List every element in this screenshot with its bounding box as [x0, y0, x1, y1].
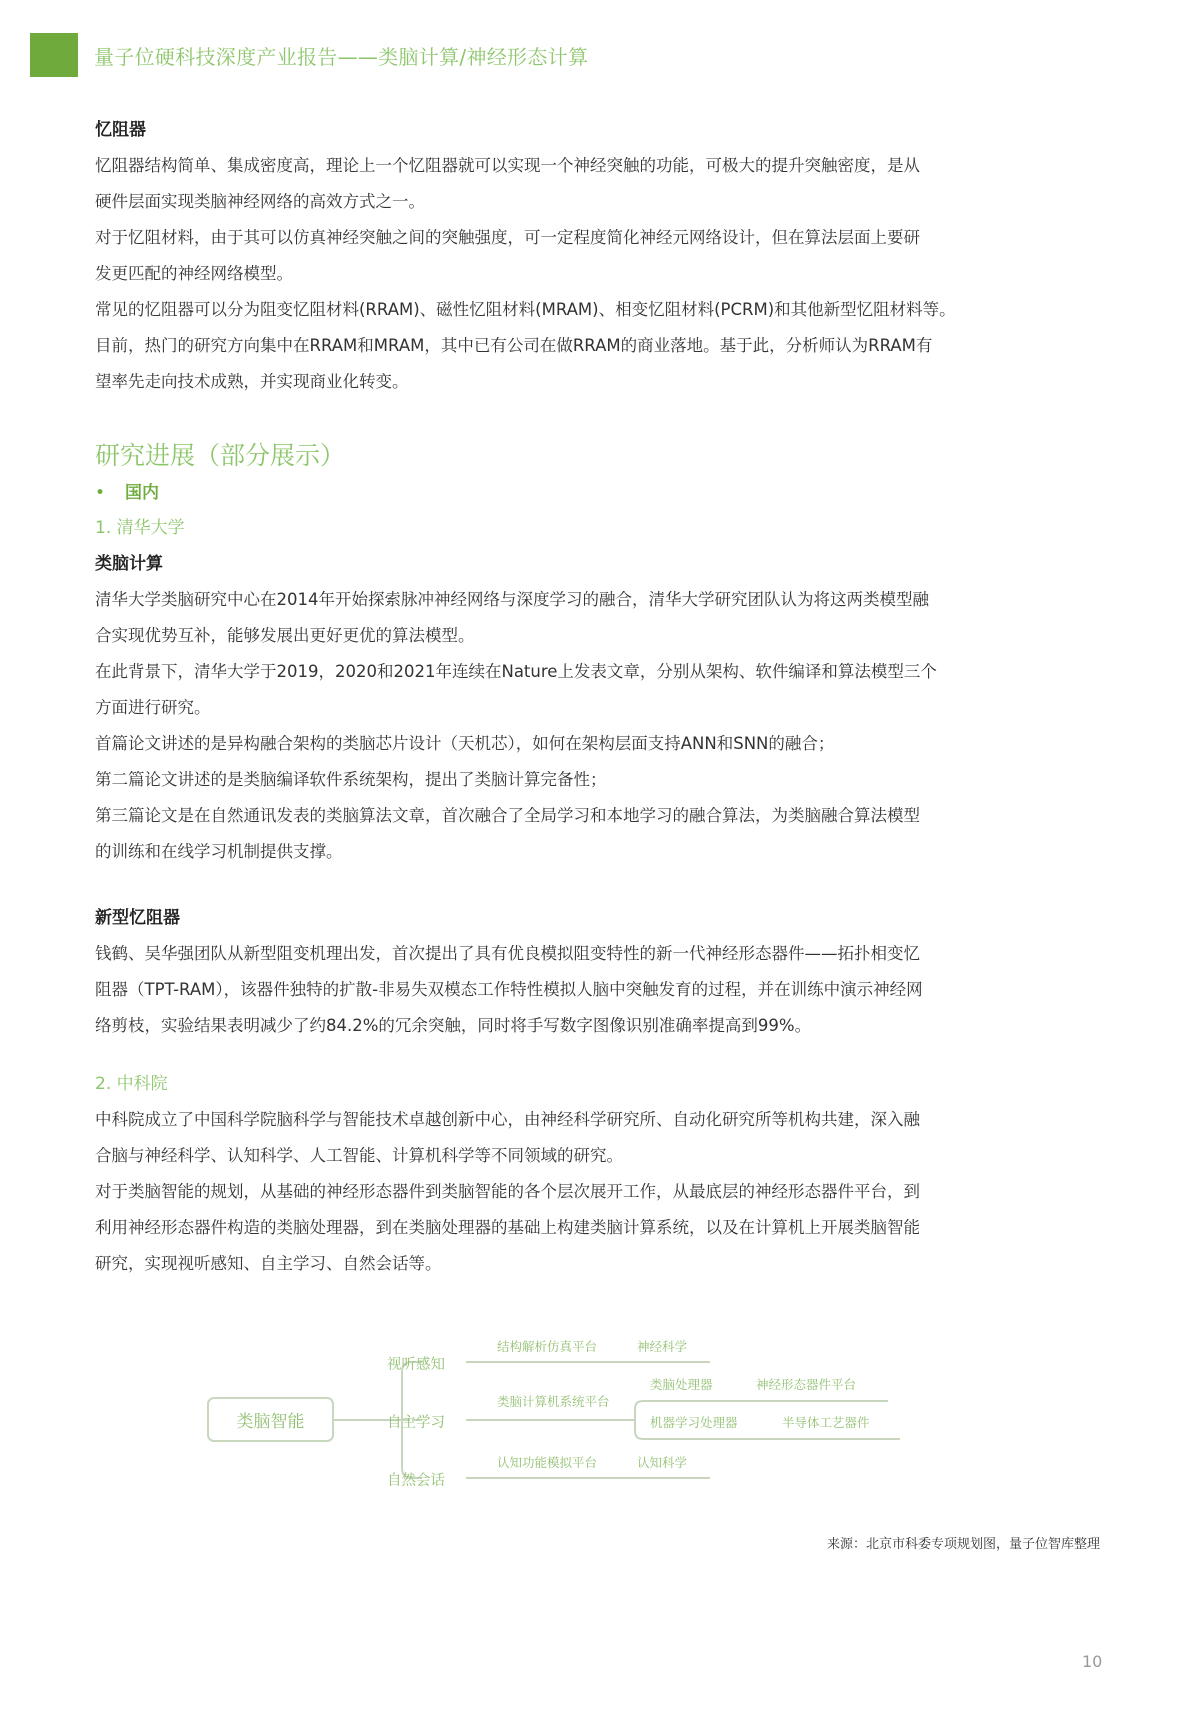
paragraph-line: 研究，实现视听感知、自主学习、自然会话等。 [95, 1254, 442, 1273]
paragraph-line: 的训练和在线学习机制提供支撑。 [95, 842, 343, 861]
memristor-heading: 忆阻器 [95, 120, 146, 140]
paragraph-line: 络剪枝，实验结果表明减少了约84.2%的冗余突触，同时将手写数字图像识别准确率提高到99%。 [95, 1016, 812, 1035]
diagram-root-node: 类脑智能 [207, 1397, 334, 1442]
paragraph-line: 中科院成立了中国科学院脑科学与智能技术卓越创新中心，由神经科学研究所、自动化研究所等机构共建，深入融 [95, 1110, 920, 1129]
sub-brain-processor: 类脑处理器 [650, 1377, 713, 1392]
leaf-neuromorphic-platform: 神经形态器件平台 [756, 1377, 857, 1392]
memristor-body [95, 148, 1115, 400]
paragraph-line: 对于忆阻材料，由于其可以仿真神经突触之间的突触强度，可一定程度简化神经元网络设计，但在算法层面上要研 [95, 228, 920, 247]
new-memristor-heading: 新型忆阻器 [95, 908, 180, 928]
branch-natural-dialogue: 自然会话 [387, 1473, 445, 1489]
paragraph-line: 合实现优势互补，能够发展出更好更优的算法模型。 [95, 626, 475, 645]
domestic-label: 国内 [125, 483, 159, 503]
paragraph-line: 第二篇论文讲述的是类脑编译软件系统架构，提出了类脑计算完备性； [95, 770, 607, 789]
branch-autonomous-learning: 自主学习 [387, 1415, 445, 1431]
cas-heading: 2. 中科院 [95, 1074, 168, 1094]
sub-ml-processor: 机器学习处理器 [650, 1415, 738, 1430]
paragraph-line: 首篇论文讲述的是异构融合架构的类脑芯片设计（天机芯），如何在架构层面支持ANN和SNN的融合； [95, 734, 835, 753]
platform-brain-computer-system: 类脑计算机系统平台 [497, 1394, 610, 1409]
paragraph-line: 阻器（TPT-RAM），该器件独特的扩散-非易失双模态工作特性模拟人脑中突触发育的过程，并在训练中演示神经网 [95, 980, 923, 999]
paragraph-line: 对于类脑智能的规划，从基础的神经形态器件到类脑智能的各个层次展开工作，从最底层的神经形态器件平台，到 [95, 1182, 920, 1201]
platform-cognitive-simulation: 认知功能模拟平台 [497, 1455, 598, 1470]
paragraph-line: 硬件层面实现类脑神经网络的高效方式之一。 [95, 192, 425, 211]
brain-intelligence-diagram [190, 1325, 990, 1500]
leaf-cognitive-science: 认知科学 [637, 1455, 688, 1470]
domestic-bullet [95, 476, 1115, 510]
header-accent-square [30, 33, 78, 77]
leaf-semiconductor-devices: 半导体工艺器件 [782, 1415, 870, 1430]
figure-source-note: 来源：北京市科委专项规划图，量子位智库整理 [826, 1537, 1100, 1552]
brain-computing-body [95, 582, 1115, 870]
paragraph-line: 第三篇论文是在自然通讯发表的类脑算法文章，首次融合了全局学习和本地学习的融合算法，为类脑融合算法模型 [95, 806, 920, 825]
branch-audiovisual: 视听感知 [387, 1357, 445, 1373]
paragraph-line: 利用神经形态器件构造的类脑处理器，到在类脑处理器的基础上构建类脑计算系统，以及在计算机上开展类脑智能 [95, 1218, 920, 1237]
paragraph-line: 忆阻器结构简单、集成密度高，理论上一个忆阻器就可以实现一个神经突触的功能，可极大的提升突触密度，是从 [95, 156, 920, 175]
paragraph-line: 方面进行研究。 [95, 698, 211, 717]
bullet-dot-icon: • [95, 483, 106, 503]
page-content [95, 112, 1115, 1282]
tsinghua-heading: 1. 清华大学 [95, 518, 185, 538]
paragraph-line: 目前，热门的研究方向集中在RRAM和MRAM，其中已有公司在做RRAM的商业落地。基于此，分析师认为RRAM有 [95, 336, 933, 355]
page-number: 10 [1082, 1652, 1103, 1671]
brain-computing-heading: 类脑计算 [95, 554, 163, 574]
paragraph-line: 常见的忆阻器可以分为阻变忆阻材料(RRAM)、磁性忆阻材料(MRAM)、相变忆阻材料(PCRM)和其他新型忆阻材料等。 [95, 300, 956, 319]
leaf-neuroscience: 神经科学 [637, 1339, 688, 1354]
paragraph-line: 钱鹤、吴华强团队从新型阻变机理出发，首次提出了具有优良模拟阻变特性的新一代神经形态器件——拓扑相变忆 [95, 944, 920, 963]
paragraph-line: 发更匹配的神经网络模型。 [95, 264, 293, 283]
paragraph-line: 在此背景下，清华大学于2019，2020和2021年连续在Nature上发表文章，分别从架构、软件编译和算法模型三个 [95, 662, 937, 681]
paragraph-line: 望率先走向技术成熟，并实现商业化转变。 [95, 372, 409, 391]
paragraph-line: 合脑与神经科学、认知科学、人工智能、计算机科学等不同领域的研究。 [95, 1146, 623, 1165]
cas-body [95, 1102, 1115, 1282]
paragraph-line: 清华大学类脑研究中心在2014年开始探索脉冲神经网络与深度学习的融合，清华大学研究团队认为将这两类模型融 [95, 590, 929, 609]
new-memristor-body [95, 936, 1115, 1044]
research-section-title: 研究进展（部分展示） [95, 441, 346, 470]
platform-structure-simulation: 结构解析仿真平台 [497, 1339, 598, 1354]
header-title: 量子位硬科技深度产业报告——类脑计算/神经形态计算 [94, 44, 589, 69]
page-header [30, 33, 588, 77]
